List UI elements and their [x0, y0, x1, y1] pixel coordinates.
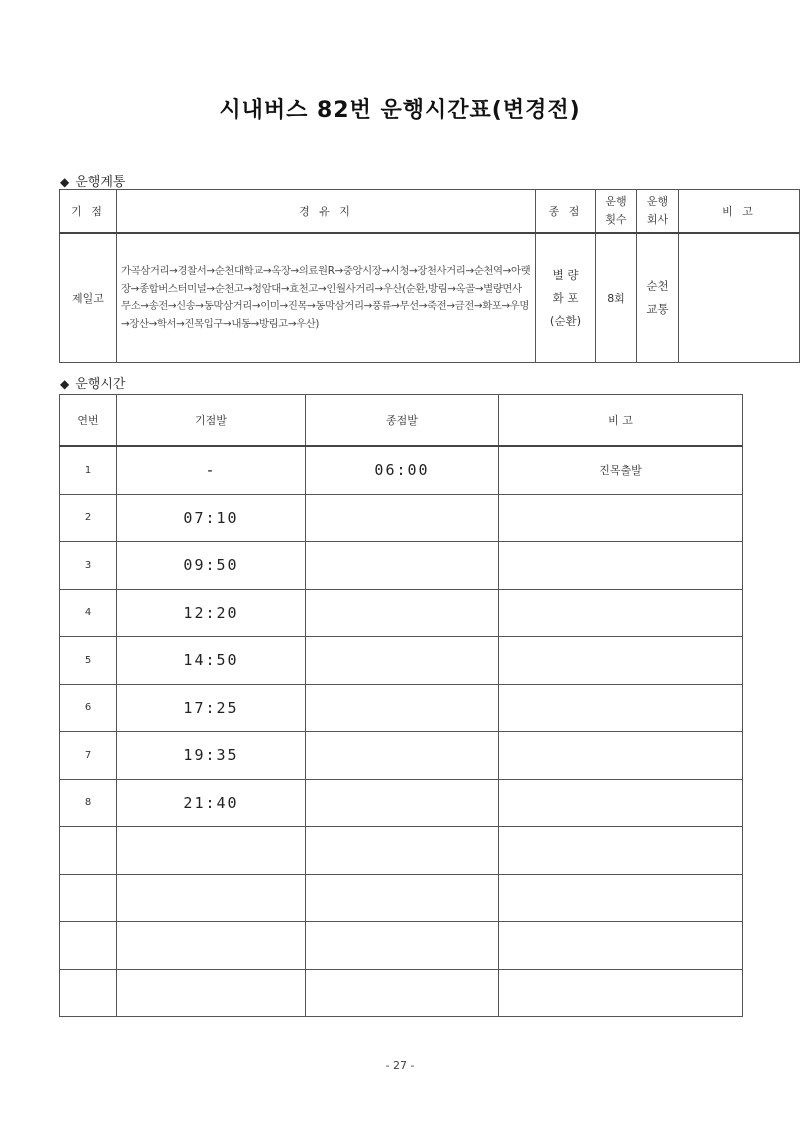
- schedule-row: [60, 542, 743, 590]
- route-header-row: [60, 190, 800, 234]
- schedule-header-note: 비 고: [499, 395, 743, 447]
- row-note: 진목출발: [499, 446, 743, 494]
- section-route-text: 운행계통: [75, 175, 126, 190]
- row-origin-time: [117, 827, 306, 875]
- route-start: 제일고: [60, 233, 117, 363]
- route-table: [59, 189, 800, 363]
- row-terminus-time: [306, 874, 499, 922]
- row-origin-time: 19:35: [117, 732, 306, 780]
- row-terminus-time: [306, 684, 499, 732]
- row-terminus-time: 06:00: [306, 446, 499, 494]
- route-company-line1: 순천: [646, 279, 669, 293]
- route-header-end: 종 점: [536, 190, 596, 234]
- schedule-row-empty: [60, 827, 743, 875]
- schedule-row: [60, 732, 743, 780]
- route-runs: 8회: [596, 233, 637, 363]
- row-note: [499, 874, 743, 922]
- row-terminus-time: [306, 779, 499, 827]
- route-header-note: 비 고: [679, 190, 800, 234]
- row-note: [499, 542, 743, 590]
- row-index: 1: [60, 446, 117, 494]
- schedule-header-index: 연번: [60, 395, 117, 447]
- row-index: 8: [60, 779, 117, 827]
- schedule-row: [60, 637, 743, 685]
- diamond-bullet-icon: ◆: [60, 175, 70, 189]
- row-index: 2: [60, 494, 117, 542]
- row-origin-time: 14:50: [117, 637, 306, 685]
- section-route-label: [60, 171, 125, 190]
- schedule-row: [60, 684, 743, 732]
- schedule-header-origin: 기점발: [117, 395, 306, 447]
- row-terminus-time: [306, 922, 499, 970]
- route-header-via: 경 유 지: [117, 190, 536, 234]
- route-header-runs: [596, 190, 637, 234]
- row-note: [499, 922, 743, 970]
- row-terminus-time: [306, 827, 499, 875]
- row-note: [499, 732, 743, 780]
- row-origin-time: [117, 922, 306, 970]
- route-header-company-line1: 운행: [646, 195, 669, 208]
- route-note: [679, 233, 800, 363]
- schedule-header-terminus: 종점발: [306, 395, 499, 447]
- row-index: [60, 827, 117, 875]
- row-index: 5: [60, 637, 117, 685]
- row-terminus-time: [306, 732, 499, 780]
- row-terminus-time: [306, 542, 499, 590]
- row-note: [499, 637, 743, 685]
- schedule-row: [60, 589, 743, 637]
- row-origin-time: 12:20: [117, 589, 306, 637]
- schedule-row: [60, 494, 743, 542]
- route-header-runs-line1: 운행: [605, 195, 627, 208]
- row-terminus-time: [306, 637, 499, 685]
- page-title: 시내버스 82번 운행시간표(변경전): [219, 98, 581, 123]
- row-terminus-time: [306, 494, 499, 542]
- section-schedule-text: 운행시간: [75, 377, 126, 392]
- diamond-bullet-icon: ◆: [60, 377, 70, 391]
- schedule-row: [60, 779, 743, 827]
- row-index: 7: [60, 732, 117, 780]
- route-end-line1: 별 량: [552, 267, 579, 282]
- row-note: [499, 684, 743, 732]
- row-index: 4: [60, 589, 117, 637]
- row-index: [60, 874, 117, 922]
- row-origin-time: 17:25: [117, 684, 306, 732]
- row-index: 6: [60, 684, 117, 732]
- row-note: [499, 779, 743, 827]
- schedule-row-empty: [60, 922, 743, 970]
- row-origin-time: 21:40: [117, 779, 306, 827]
- schedule-row: [60, 446, 743, 494]
- route-company-line2: 교통: [646, 302, 669, 316]
- row-note: [499, 827, 743, 875]
- row-index: [60, 922, 117, 970]
- row-origin-time: 09:50: [117, 542, 306, 590]
- row-index: 3: [60, 542, 117, 590]
- route-end: [536, 233, 596, 363]
- route-header-runs-line2: 횟수: [605, 213, 627, 226]
- row-index: [60, 969, 117, 1017]
- schedule-row-empty: [60, 969, 743, 1017]
- section-schedule-label: [60, 373, 125, 392]
- row-origin-time: -: [117, 446, 306, 494]
- row-origin-time: [117, 969, 306, 1017]
- route-header-company: [637, 190, 679, 234]
- schedule-table: [59, 394, 743, 1017]
- row-note: [499, 494, 743, 542]
- row-note: [499, 589, 743, 637]
- route-header-company-line2: 회사: [646, 213, 669, 226]
- route-header-start: 기 점: [60, 190, 117, 234]
- route-body-row: [60, 233, 800, 363]
- schedule-header-row: [60, 395, 743, 447]
- route-end-line3: (순환): [549, 313, 582, 328]
- schedule-row-empty: [60, 874, 743, 922]
- page-number: - 27 -: [385, 1059, 415, 1072]
- row-terminus-time: [306, 589, 499, 637]
- row-origin-time: 07:10: [117, 494, 306, 542]
- row-note: [499, 969, 743, 1017]
- row-terminus-time: [306, 969, 499, 1017]
- route-company: [637, 233, 679, 363]
- route-end-line2: 화 포: [552, 290, 579, 305]
- route-via: 가곡삼거리→경찰서→순천대학교→옥장→의료원R→중앙시장→시청→장천사거리→순천역→아랫장→종합버스터미널→순천고→청암대→효천고→인월사거리→우산(순환,방림→옥골→별량면사무소→송전→신송→동막삼거리→이미→진목→동막삼거리→풍류→무선→죽전→금전→화포→우명→장산→학서→진목입구→내동→방림고→우산): [117, 233, 536, 363]
- row-origin-time: [117, 874, 306, 922]
